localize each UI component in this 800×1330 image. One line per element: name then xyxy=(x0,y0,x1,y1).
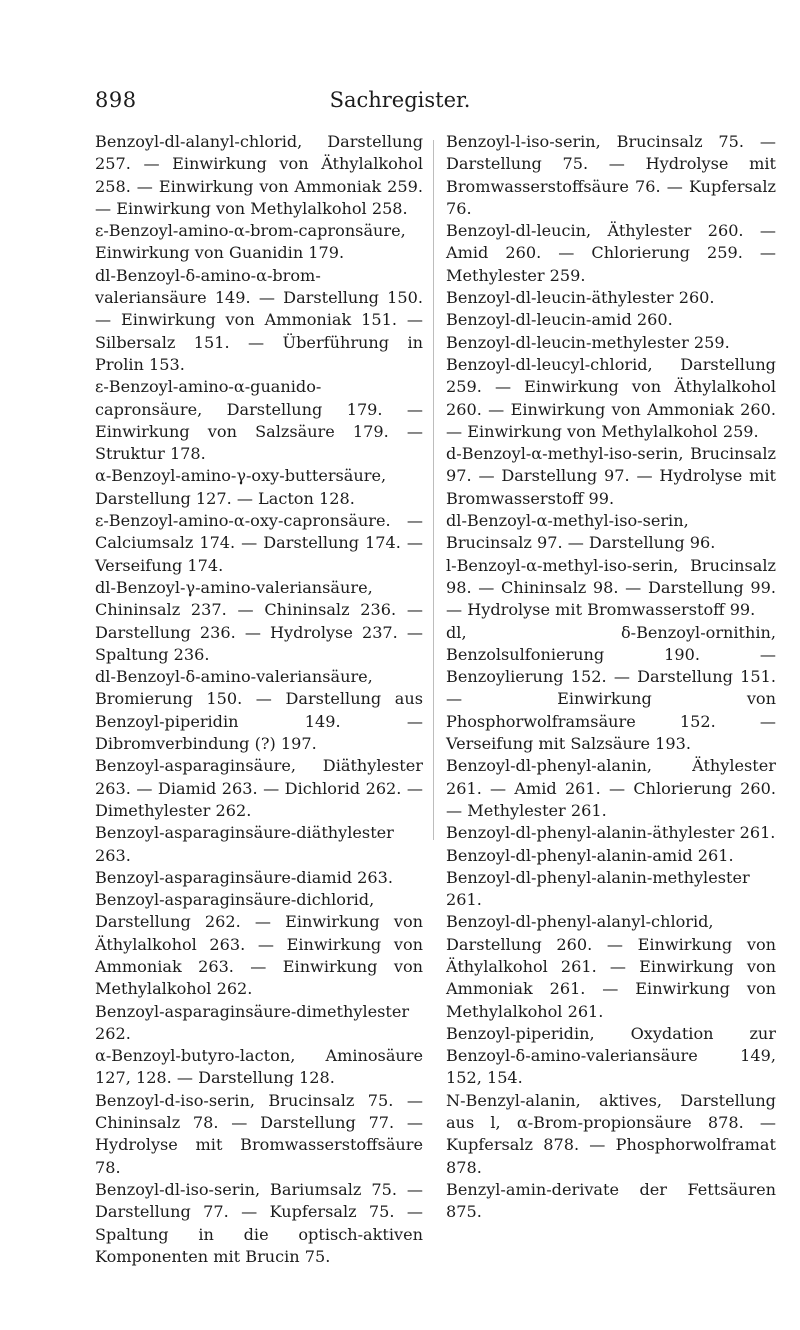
index-entry: Benzoyl-d-iso-serin, Brucinsalz 75. — Chininsalz 78. — Darstellung 77. — Hydrolyse mit Bromwasserstoffsäure 78. xyxy=(95,1090,423,1177)
index-entry: Benzoyl-dl-leucin, Äthylester 260. — Amid 260. — Chlorierung 259. — Methylester 259. xyxy=(446,221,776,285)
running-head-title: Sachregister. xyxy=(329,88,471,112)
index-column-right xyxy=(446,131,776,1224)
index-entry: Benzoyl-dl-alanyl-chlorid, Darstellung 257. — Einwirkung von Äthylalkohol 258. — Einwirkung von Ammoniak 259. — Einwirkung von Methylalkohol 258. xyxy=(95,132,423,218)
index-entry: ε-Benzoyl-amino-α-brom-capronsäure, Einwirkung von Guanidin 179. xyxy=(95,221,406,263)
page-number: 898 xyxy=(95,88,137,112)
index-entry: Benzoyl-piperidin, Oxydation zur Benzoyl-δ-amino-valeriansäure 149, 152, 154. xyxy=(446,1023,776,1088)
index-entry: dl-Benzoyl-δ-amino-α-brom-valeriansäure 149. — Darstellung 150. — Einwirkung von Ammoniak 151. — Silbersalz 151. — Überführung in Prolin 153. xyxy=(95,265,423,374)
index-entry: Benzoyl-dl-leucin-amid 260. xyxy=(446,310,673,330)
index-entry: ε-Benzoyl-amino-α-oxy-capronsäure. — Calciumsalz 174. — Darstellung 174. — Verseifung 174. xyxy=(95,511,423,575)
index-entry: Benzoyl-dl-phenyl-alanin, Äthylester 261. — Amid 261. — Chlorierung 260. — Methylester 261. xyxy=(446,756,776,820)
index-entry: Benzoyl-dl-phenyl-alanin-äthylester 261. xyxy=(446,823,776,843)
index-entry: Benzoyl-dl-phenyl-alanin-amid 261. xyxy=(446,845,734,865)
index-entry: Benzoyl-dl-iso-serin, Bariumsalz 75. — Darstellung 77. — Kupfersalz 75. — Spaltung in die optisch-aktiven Komponenten mit Brucin 75. xyxy=(95,1179,423,1266)
index-entry: Benzoyl-dl-leucin-methylester 259. xyxy=(446,332,730,352)
index-entry: α-Benzoyl-amino-γ-oxy-buttersäure, Darstellung 127. — Lacton 128. xyxy=(95,466,387,508)
index-entry: Benzoyl-l-iso-serin, Brucinsalz 75. — Darstellung 75. — Hydrolyse mit Bromwasserstoffsäure 76. — Kupfersalz 76. xyxy=(446,132,776,218)
index-entry: Benzoyl-dl-leucyl-chlorid, Darstellung 259. — Einwirkung von Äthylalkohol 260. — Einwirkung von Ammoniak 260. — Einwirkung von Methylalkohol 259. xyxy=(446,354,776,441)
index-entry: Benzoyl-dl-phenyl-alanin-methylester 261. xyxy=(446,867,750,910)
index-entry: Benzoyl-asparaginsäure-diäthylester 263. xyxy=(95,823,394,865)
index-entry: dl-Benzoyl-γ-amino-valeriansäure, Chininsalz 237. — Chininsalz 236. — Darstellung 236. — Hydrolyse 237. — Spaltung 236. xyxy=(95,577,423,664)
index-entry: Benzyl-amin-derivate der Fettsäuren 875. xyxy=(446,1179,776,1222)
index-entry: Benzoyl-asparaginsäure-dimethylester 262. xyxy=(95,1001,410,1043)
index-entry: Benzoyl-asparaginsäure-dichlorid, Darstellung 262. — Einwirkung von Äthylalkohol 263. — Einwirkung von Ammoniak 263. — Einwirkung von Methylalkohol 262. xyxy=(95,890,423,999)
index-entry: d-Benzoyl-α-methyl-iso-serin, Brucinsalz 97. — Darstellung 97. — Hydrolyse mit Bromwasserstoff 99. xyxy=(446,444,776,508)
index-column-left xyxy=(95,131,423,1268)
index-entry: ε-Benzoyl-amino-α-guanido-capronsäure, Darstellung 179. — Einwirkung von Salzsäure 179. — Struktur 178. xyxy=(95,377,423,464)
index-entry: dl-Benzoyl-α-methyl-iso-serin, Brucinsalz 97. — Darstellung 96. xyxy=(446,511,716,553)
index-entry: l-Benzoyl-α-methyl-iso-serin, Brucinsalz 98. — Chininsalz 98. — Darstellung 99. — Hydrolyse mit Bromwasserstoff 99. xyxy=(446,555,776,620)
index-entry: Benzoyl-dl-leucin-äthylester 260. xyxy=(446,288,715,308)
index-entry: Benzoyl-asparaginsäure-diamid 263. xyxy=(95,867,393,887)
column-divider xyxy=(433,140,434,840)
index-entry: dl-Benzoyl-δ-amino-valeriansäure, Bromierung 150. — Darstellung aus Benzoyl-piperidin 149. — Dibromverbindung (?) 197. xyxy=(95,667,423,754)
index-entry: Benzoyl-dl-phenyl-alanyl-chlorid, Darstellung 260. — Einwirkung von Äthylalkohol 261. — Einwirkung von Ammoniak 261. — Einwirkung von Methylalkohol 261. xyxy=(446,912,776,1021)
index-entry: dl, δ-Benzoyl-ornithin, Benzolsulfonierung 190. — Benzoylierung 152. — Darstellung 151. — Einwirkung von Phosphorwolframsäure 152. — Verseifung mit Salzsäure 193. xyxy=(446,622,776,754)
index-entry: Benzoyl-asparaginsäure, Diäthylester 263. — Diamid 263. — Dichlorid 262. — Dimethylester 262. xyxy=(95,756,423,820)
index-entry: α-Benzoyl-butyro-lacton, Aminosäure 127, 128. — Darstellung 128. xyxy=(95,1046,423,1088)
index-entry: N-Benzyl-alanin, aktives, Darstellung aus l, α-Brom-propionsäure 878. — Kupfersalz 878. — Phosphorwolframat 878. xyxy=(446,1090,776,1177)
